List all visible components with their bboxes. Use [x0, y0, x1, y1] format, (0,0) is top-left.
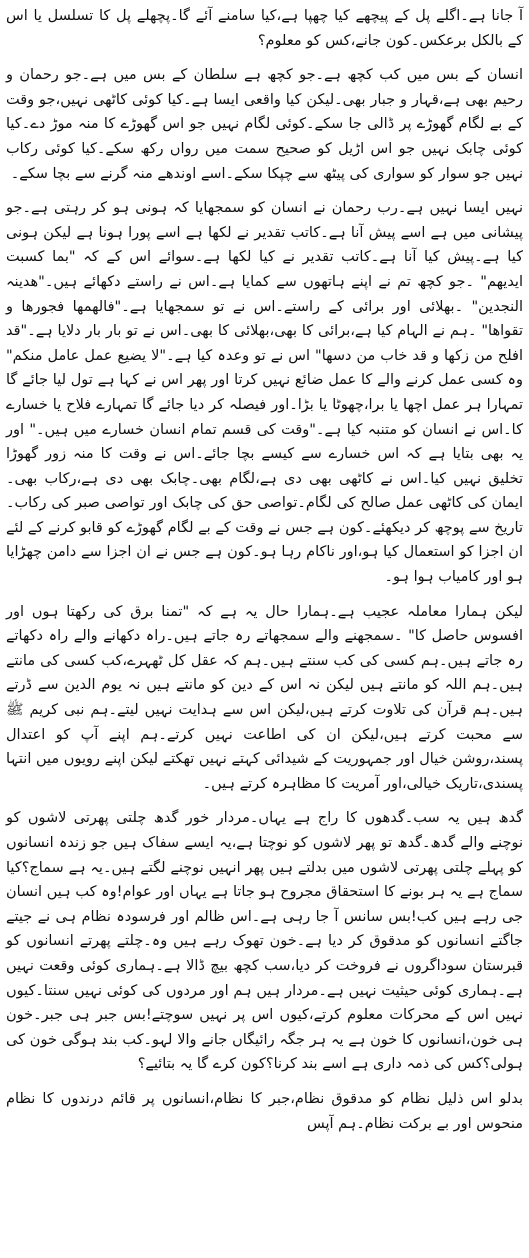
paragraph: گدھ ہیں یہ سب۔گدھوں کا راج ہے یہاں۔مردار خور گدھ چلتی پھرتی لاشوں کو نوچنے والے گدھ۔گدھ تو پھر لاشوں کو نوچتا ہے،یہ ایسے سفاک ہیں جو زندہ انسانوں کو پہلے چلتی پھرتی لاشوں میں بدلتے ہیں پھر انہیں نوچنے لگتے ہیں۔یہ ہے سماج؟کیا سماج ہے یہ ہر بونے کا استحقاق مجروح ہو جاتا ہے یہاں اور عوام!وہ کب ہیں انسان جی رہے ہیں کب!بس سانس آ جا رہی ہے۔اس ظالم اور فرسودہ نظام ہی نے جیتے جاگتے انسانوں کو مدقوق کر دیا ہے۔خون تھوک رہے ہیں وہ۔چلتے پھرتے انسانوں کو قبرستان سوداگروں نے فروخت کر دیا،سب کچھ بیچ ڈالا ہے۔ہماری کوئی وقعت نہیں ہے۔ہماری کوئی حیثیت نہیں ہے۔مردار ہیں ہم اور مردوں کی کوئی نہیں سنتا۔کیوں نہیں اس کے محرکات معلوم کرتے،کیوں اس پر نہیں سوچتے!بس جبر ہی جبر۔خون ہی خون،انسانوں کا خون ہے یہ ہر جگہ رائیگاں جانے والا لہو۔کب بند ہوگی خون کی ہولی؟کس کی ذمہ داری ہے اسے بند کرنا؟کون کرے گا یہ بتائیے؟ [6, 810, 523, 1073]
paragraph: نہیں ایسا نہیں ہے۔رب رحمان نے انسان کو سمجھایا کہ ہونی ہو کر رہتی ہے۔جو پیشانی میں ہے اسے پیش آنا ہے۔کاتب تقدیر نے لکھا ہے اسے پورا ہونا ہے لیکن ہونی کیا ہے۔پیش کیا آنا ہے۔کاتب تقدیر نے کیا لکھا ہے۔سوائے اس کے کہ "بما کسبت ایدیھم" ۔جو کچھ تم نے اپنے ہاتھوں سے کمایا ہے۔اس نے راستے دکھائے ہیں۔"ھدینہ النجدین" ۔بھلائی اور برائی کے راستے۔اس نے تو سمجھایا ہے۔"فالھمھا فجورھا و تقواھا" ۔ہم نے الہام کیا ہے،برائی کا بھی،بھلائی کا بھی۔اس نے تو بار بار دلایا ہے۔"قد افلح من زکھا و قد خاب من دسھا" اس نے تو وعدہ کیا ہے۔"لا یضیع عمل عامل منکم" وہ کسی عمل کرنے والے کا عمل ضائع نہیں کرتا اور پھر اس نے کہا ہے تول لیا جائے گا تمہارا ہر عمل اچھا یا برا،چھوٹا یا بڑا۔اور فیصلہ کر دیا جائے گا تمہارے فلاح یا خسارے کا۔اس نے انسان کو متنبہ کیا ہے۔"وقت کی قسم تمام انسان خسارے میں ہیں۔" اور یہ بھی بتایا ہے کہ اس خسارے سے کیسے بچا جائے۔اس نے وقت کا منہ زور گھوڑا تخلیق نہیں کیا۔اس نے کاٹھی بھی دی ہے،لگام بھی۔چابک بھی دی ہے،رکاب بھی۔ایمان کی کاٹھی عمل صالح کی لگام۔تواصی حق کی چابک اور تواصی صبر کی رکاب۔تاریخ سے پوچھ کر دیکھئے۔کون ہے جس نے وقت کے بے لگام گھوڑے کو قابو کرنے کے لئے ان اجزا کو استعمال کیا ہو،اور ناکام رہا ہو۔کون ہے جس نے ان اجزا سے دامن چھڑایا ہو اور کامیاب ہوا ہو۔ [6, 200, 523, 586]
paragraph: لیکن ہمارا معاملہ عجیب ہے۔ہمارا حال یہ ہے کہ "تمنا برق کی رکھتا ہوں اور افسوس حاصل کا" ۔سمجھنے والے سمجھاتے رہ جاتے ہیں۔راہ دکھانے والے راہ دکھاتے رہ جاتے ہیں۔ہم کسی کی کب سنتے ہیں۔ہم کہ عقل کل ٹھہرے،کب کسی کی مانتے ہیں۔ہم اللہ کو مانتے ہیں لیکن نہ اس کے دین کو مانتے ہیں نہ یوم الدین سے ڈرتے ہیں۔ہم قرآن کی تلاوت کرتے ہیں،لیکن اس سے ہدایت نہیں لیتے۔ہم نبی کریم ﷺ سے محبت کرتے ہیں،لیکن ان کی اطاعت نہیں کرتے۔ہم اپنے آپ کو اعتدال پسند،روشن خیال اور جمہوریت کے شیدائی کہتے نہیں تھکتے لیکن اپنے رویوں میں انتہا پسندی،تاریک خیالی،اور آمریت کا مظاہرہ کرتے ہیں۔ [6, 603, 523, 792]
paragraph: بدلو اس ذلیل نظام کو مدقوق نظام،جبر کا نظام،انسانوں پر قائم درندوں کا نظام منحوس اور بے برکت نظام۔ہم آپس [6, 1090, 523, 1132]
paragraph: انسان کے بس میں کب کچھ ہے۔جو کچھ ہے سلطان کے بس میں ہے۔جو رحمان و رحیم بھی ہے،قہار و جبار بھی۔لیکن کیا واقعی ایسا ہے۔کیا کوئی کاٹھی نہیں،جو وقت کے بے لگام گھوڑے پر ڈالی جا سکے۔کوئی لگام نہیں جو اس گھوڑے کا منہ موڑ دے۔کیا کوئی چابک نہیں جو اس اڑیل کو صحیح سمت میں رواں رکھ سکے۔کیا کوئی رکاب نہیں جو سوار کو سواری کی پیٹھ سے چپکا سکے۔اسے اوندھے منہ گرنے سے بچا سکے۔ [6, 67, 523, 182]
paragraph: آ جانا ہے۔اگلے پل کے پیچھے کیا چھپا ہے،کیا سامنے آئے گا۔پچھلے پل کا تسلسل یا اس کے بالکل برعکس۔کون جانے،کس کو معلوم؟ [6, 8, 523, 49]
